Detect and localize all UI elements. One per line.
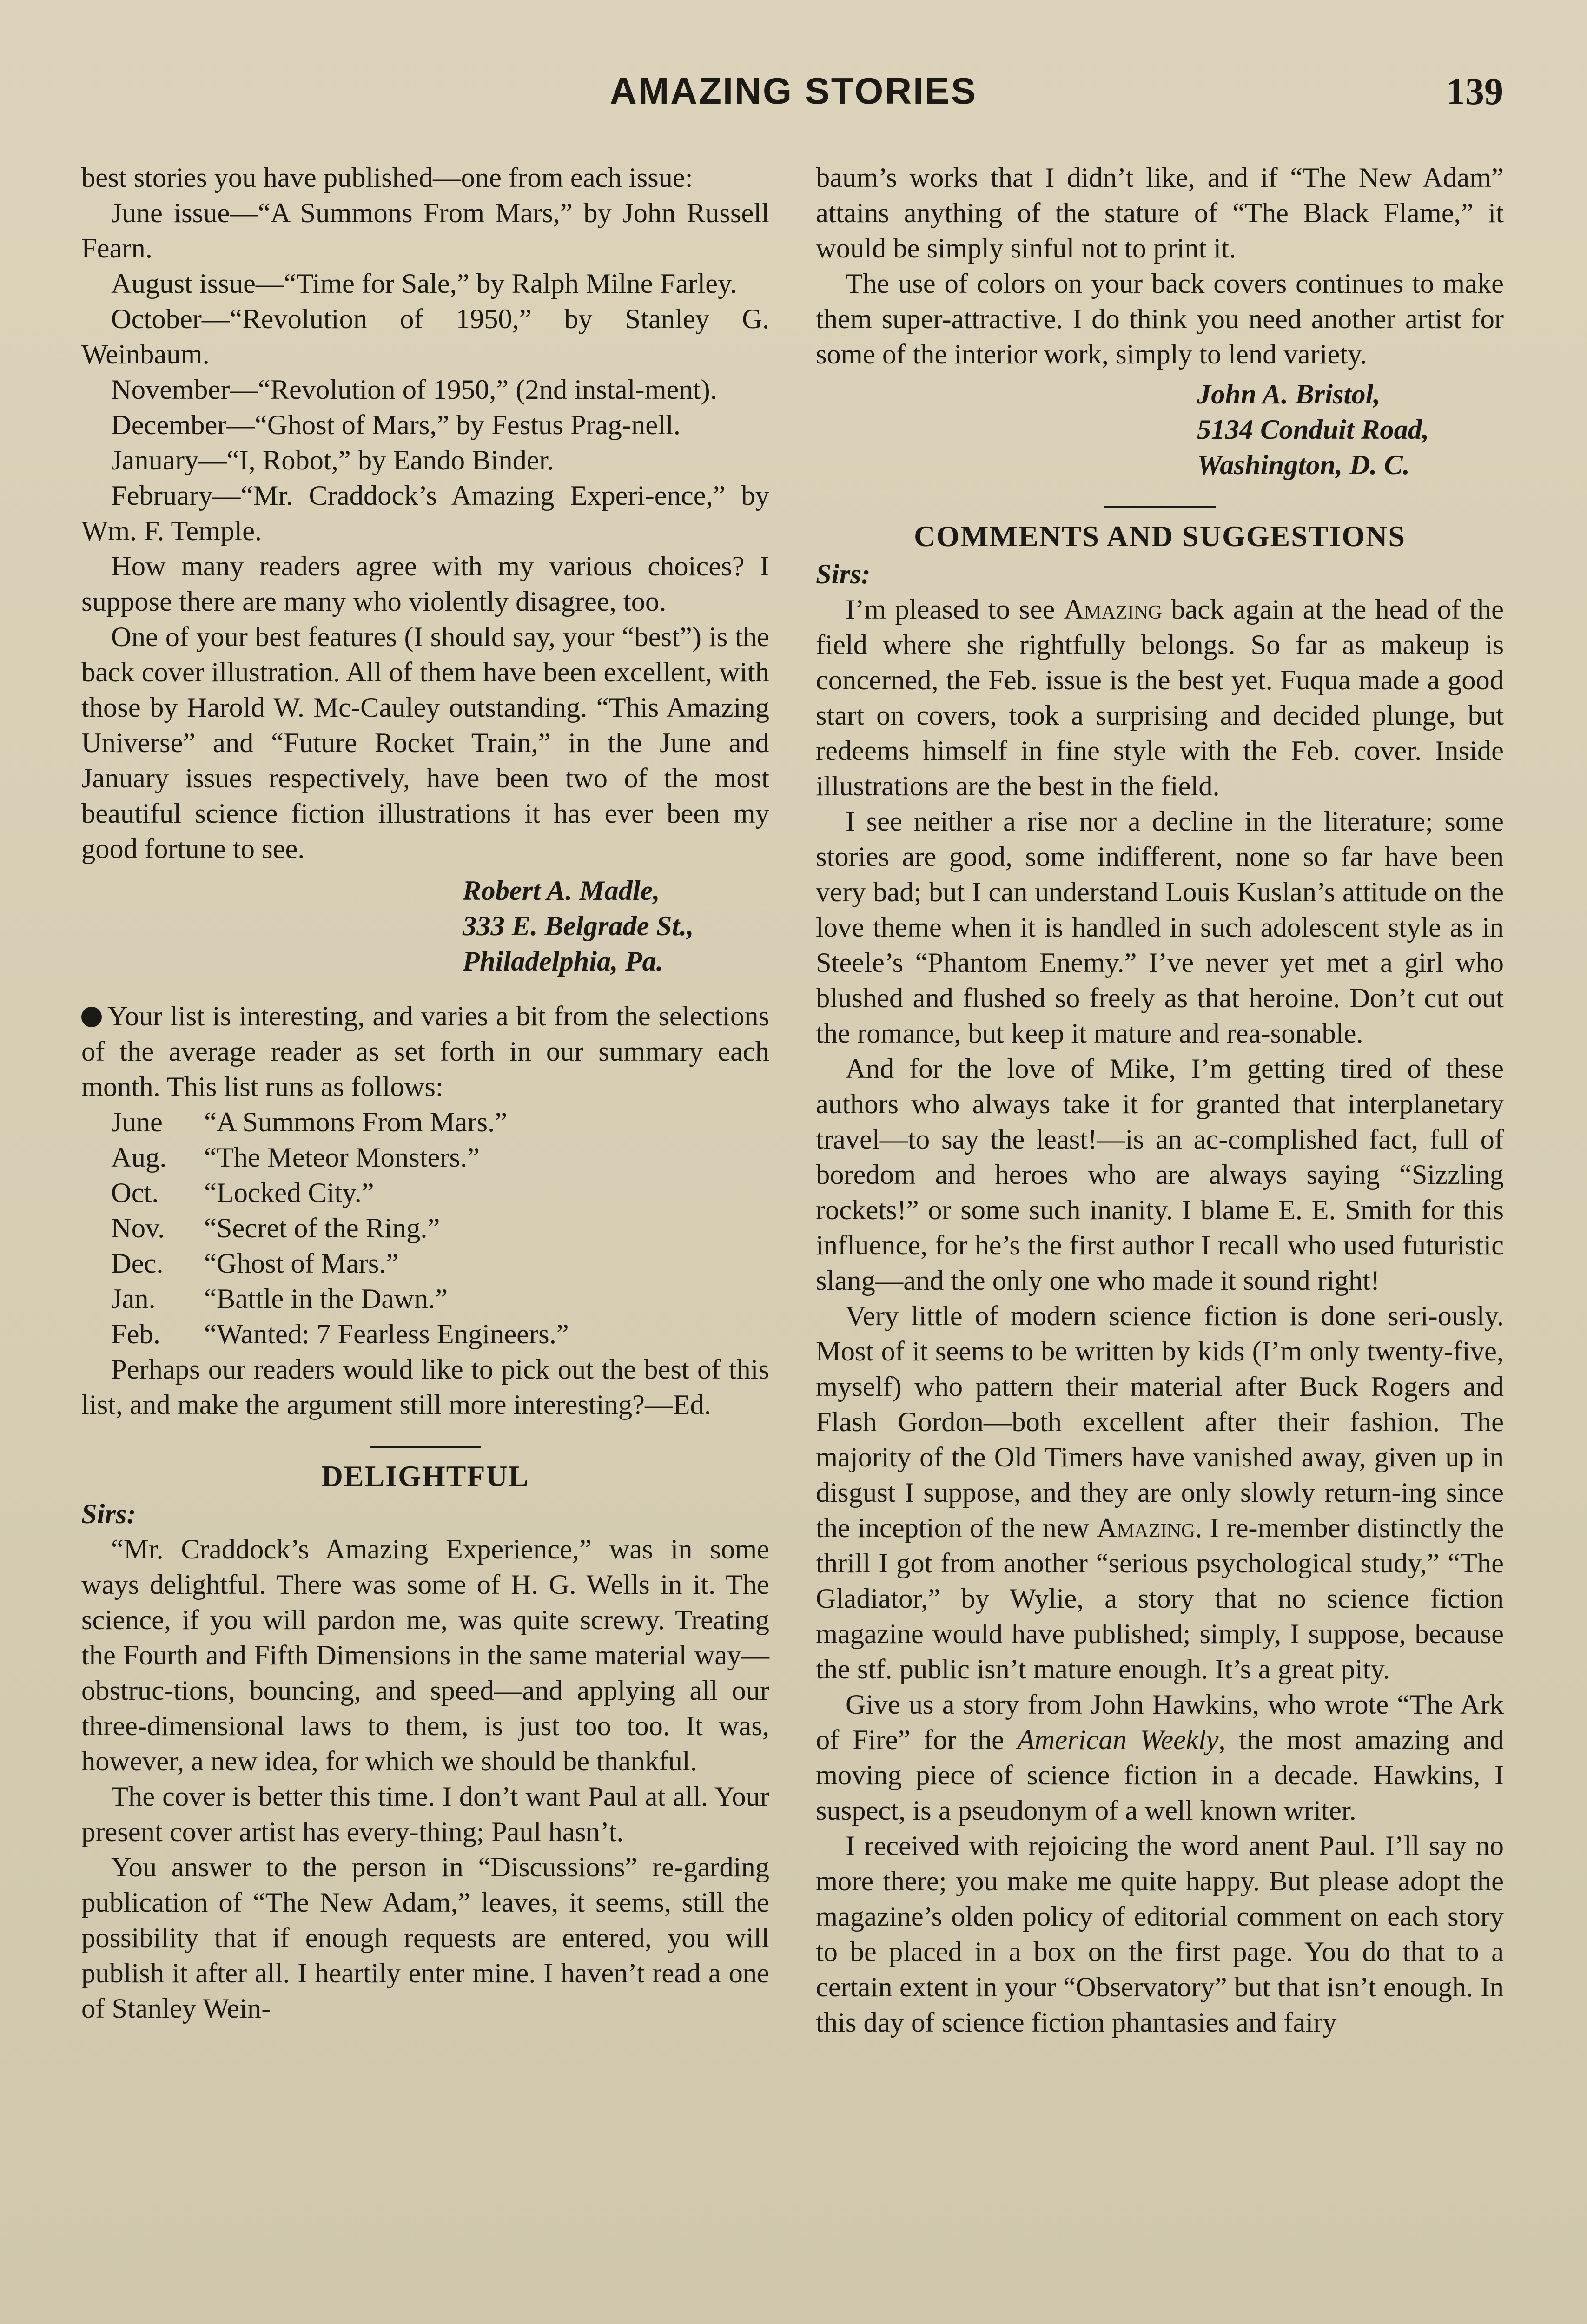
signature-name: Robert A. Madle, xyxy=(463,875,660,906)
paragraph: November—“Revolution of 1950,” (2nd instal-ment). xyxy=(111,374,717,405)
editor-note-outro: Perhaps our readers would like to pick out the best of this list, and make the argument still more interesting?—Ed. xyxy=(81,1354,769,1420)
paragraph: June issue—“A Summons From Mars,” by John Russell Fearn. xyxy=(81,198,769,264)
paragraph: February—“Mr. Craddock’s Amazing Experi-ence,” by Wm. F. Temple. xyxy=(81,480,769,547)
salutation: Sirs: xyxy=(816,559,871,590)
paragraph: One of your best features (I should say, your “best”) is the back cover illustration. All of them have been excellent, with those by Harold W. Mc-Cauley outstanding. “This Amazing Universe” and “Future Rocket Train,” in the June and January issues respectively, have been two of the most beautiful science fiction illustrations it has ever been my good fortune to see. xyxy=(81,621,769,865)
story-title: “Wanted: 7 Fearless Engineers.” xyxy=(204,1319,569,1350)
paragraph xyxy=(816,1687,1504,1829)
paragraph: The use of colors on your back covers continues to make them super-attractive. I do think you need another artist for some of the interior work, simply to lend variety. xyxy=(816,268,1504,370)
paragraph: January—“I, Robot,” by Eando Binder. xyxy=(111,445,554,476)
story-title: “A Summons From Mars.” xyxy=(204,1107,508,1138)
section-heading: DELIGHTFUL xyxy=(321,1459,529,1492)
magazine-name: Amazing xyxy=(1064,594,1163,625)
signature-address: 5134 Conduit Road, xyxy=(1197,414,1429,445)
text-run: , the most amazing and moving piece of science fiction in a decade. Hawkins, I suspect, is a pseudonym of a well known writer. xyxy=(816,1724,1504,1826)
paragraph: baum’s works that I didn’t like, and if “The New Adam” attains anything of the stature of “The Black Flame,” it would be simply sinful not to print it. xyxy=(816,162,1504,264)
story-month: Oct. xyxy=(111,1177,159,1208)
signature-block xyxy=(81,873,769,979)
section-divider xyxy=(1104,506,1216,508)
story-month: Aug. xyxy=(111,1142,167,1173)
editor-note xyxy=(81,999,769,1423)
signature-name: John A. Bristol, xyxy=(1197,379,1381,410)
story-title: “Battle in the Dawn.” xyxy=(204,1283,448,1314)
paragraph: December—“Ghost of Mars,” by Festus Prag-nell. xyxy=(111,409,681,441)
magazine-name: Amazing xyxy=(1097,1512,1196,1544)
paragraph: October—“Revolution of 1950,” by Stanley G. Weinbaum. xyxy=(81,304,769,370)
text-run: Give us a story from John Hawkins, who wrote “The Ark of Fire” for the xyxy=(816,1689,1504,1756)
story-list-item xyxy=(81,1211,769,1246)
section-heading: COMMENTS AND SUGGESTIONS xyxy=(914,520,1406,553)
signature-block xyxy=(816,377,1504,483)
text-run: . I re-member distinctly the thrill I got from another “serious psychological study,” “The Gladiator,” by Wylie, a story that no science fiction magazine would have published; simply, I suppose, because the stf. public isn’t mature enough. It’s a great pity. xyxy=(816,1512,1504,1685)
story-list-item xyxy=(81,1317,769,1352)
editor-note-intro xyxy=(81,999,769,1105)
story-list-item xyxy=(81,1140,769,1175)
story-month: June xyxy=(111,1107,163,1138)
paragraph: I see neither a rise nor a decline in the literature; some stories are good, some indifferent, none so far have been very bad; but I can understand Louis Kuslan’s attitude on the love theme when it is handled in such adolescent style as in Steele’s “Phantom Enemy.” I’ve never yet met a girl who blushed and flushed so freely as that heroine. Don’t cut out the romance, but keep it mature and rea-sonable. xyxy=(816,806,1504,1049)
story-list-item xyxy=(81,1246,769,1281)
story-list-item xyxy=(81,1281,769,1317)
story-month: Feb. xyxy=(111,1319,160,1350)
story-month: Nov. xyxy=(111,1213,165,1244)
salutation: Sirs: xyxy=(81,1499,136,1530)
bullet-icon xyxy=(81,1007,102,1027)
text-run: I’m pleased to see xyxy=(846,594,1055,625)
signature-city: Washington, D. C. xyxy=(1197,449,1410,481)
editor-note-text: Your list is interesting, and varies a bit from the selections of the average reader as set forth in our summary each month. This list runs as follows: xyxy=(81,1001,769,1103)
text-run: Very little of modern science fiction is done seri-ously. Most of it seems to be written by kids (I’m only twenty-five, myself) who pattern their material after Buck Rogers and Flash Gordon—both excellent after their fashion. The majority of the Old Timers have vanished away, given up in disgust I suppose, and they are only slowly return-ing since the inception of the new xyxy=(816,1301,1504,1544)
paragraph xyxy=(816,592,1504,804)
paragraph: I received with rejoicing the word anent Paul. I’ll say no more there; you make me quite happy. But please adopt the magazine’s olden policy of editorial comment on each story to be placed in a box on the first page. You do that to a certain extent in your “Observatory” but that isn’t enough. In this day of science fiction phantasies and fairy xyxy=(816,1830,1504,2038)
story-list-item xyxy=(81,1105,769,1140)
paragraph: You answer to the person in “Discussions” re-garding publication of “The New Adam,” leaves, it seems, still the possibility that if enough requests are entered, you will publish it after all. I heartily enter mine. I haven’t read a one of Stanley Wein- xyxy=(81,1852,769,2024)
paragraph: And for the love of Mike, I’m getting tired of these authors who always take it for granted that interplanetary travel—to say the least!—is an ac-complished fact, full of boredom and heroes who are always saying “Sizzling rockets!” or some such inanity. I blame E. E. Smith for this influence, for he’s the first author I recall who used futuristic slang—and the only one who made it sound right! xyxy=(816,1053,1504,1296)
paragraph: The cover is better this time. I don’t want Paul at all. Your present cover artist has every-thing; Paul hasn’t. xyxy=(81,1781,769,1848)
story-month: Dec. xyxy=(111,1248,164,1279)
running-header xyxy=(79,70,1508,121)
story-title: “Secret of the Ring.” xyxy=(204,1213,440,1244)
signature-city: Philadelphia, Pa. xyxy=(463,946,663,977)
paragraph: How many readers agree with my various choices? I suppose there are many who violently disagree, too. xyxy=(81,551,769,617)
paragraph: August issue—“Time for Sale,” by Ralph Milne Farley. xyxy=(111,268,737,299)
section-divider xyxy=(370,1446,481,1448)
right-column xyxy=(816,160,1504,2040)
story-month: Jan. xyxy=(111,1283,156,1314)
paragraph: best stories you have published—one from each issue: xyxy=(81,162,693,193)
publication-name: American Weekly xyxy=(1017,1724,1219,1756)
page-number: 139 xyxy=(1446,70,1503,112)
story-title: “The Meteor Monsters.” xyxy=(204,1142,480,1173)
left-column xyxy=(81,160,769,2027)
paragraph xyxy=(816,1299,1504,1687)
story-list xyxy=(81,1105,769,1352)
story-list-item xyxy=(81,1175,769,1211)
magazine-title: AMAZING STORIES xyxy=(609,70,978,112)
signature-address: 333 E. Belgrade St., xyxy=(463,911,694,942)
story-title: “Locked City.” xyxy=(204,1177,374,1208)
paragraph: “Mr. Craddock’s Amazing Experience,” was in some ways delightful. There was some of H. G. Wells in it. The science, if you will pardon me, was quite screwy. Treating the Fourth and Fifth Dimensions in the same material way—obstruc-tions, bouncing, and speed—and applying all our three-dimensional laws to them, is just too too. It was, however, a new idea, for which we should be thankful. xyxy=(81,1534,769,1777)
text-run: back again at the head of the field where she rightfully belongs. So far as makeup is concerned, the Feb. issue is the best yet. Fuqua made a good start on covers, took a surprising and decided plunge, but redeems himself in fine style with the Feb. cover. Inside illustrations are the best in the field. xyxy=(816,594,1504,802)
story-title: “Ghost of Mars.” xyxy=(204,1248,399,1279)
